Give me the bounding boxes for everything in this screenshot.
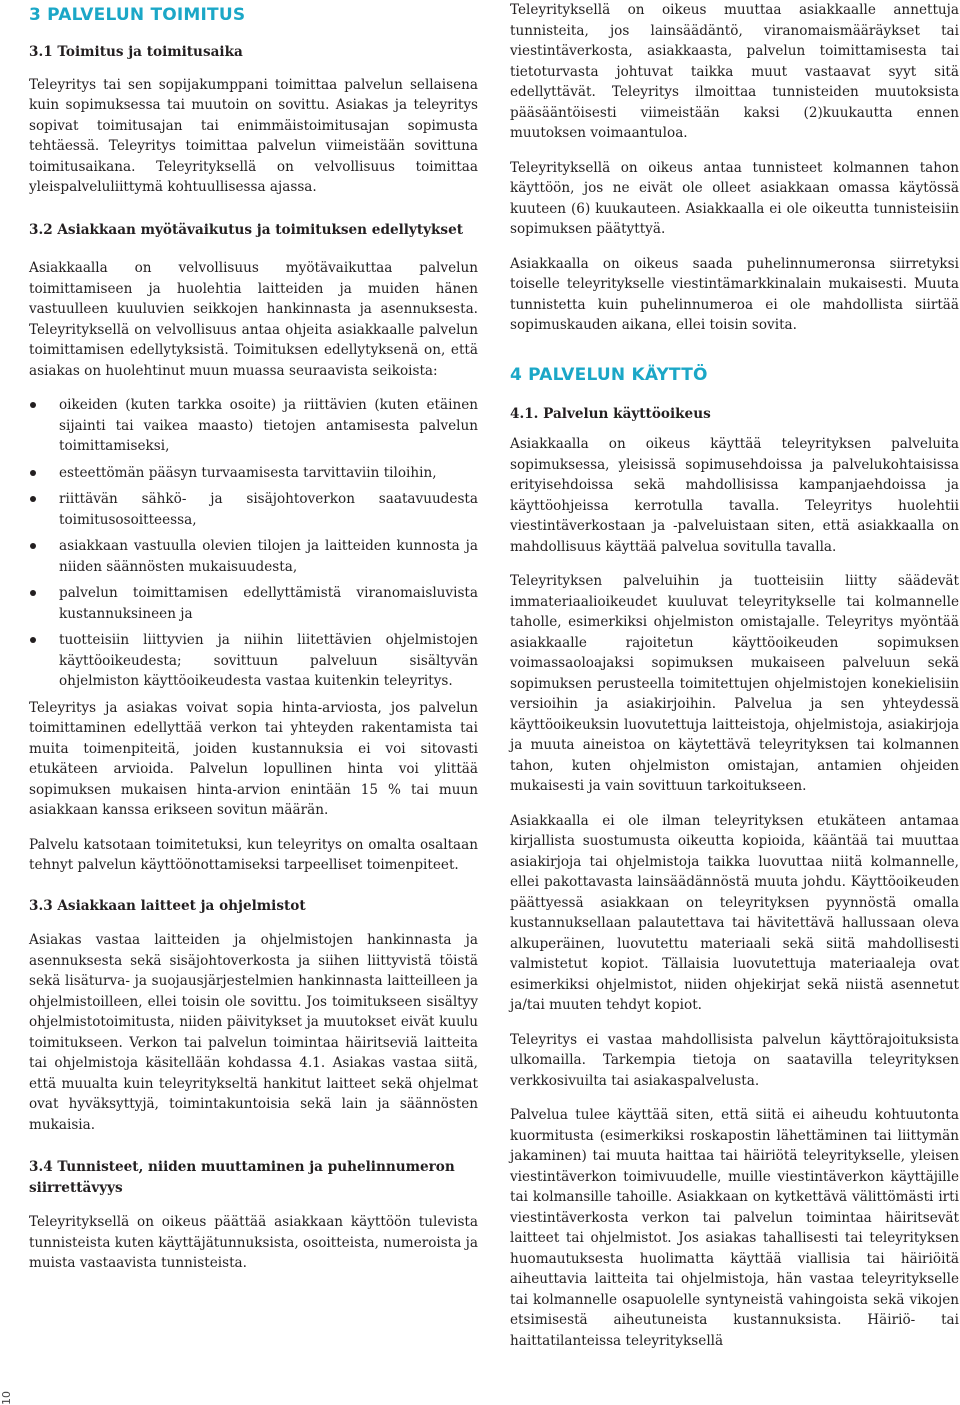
section-4-1-paragraph-2: Teleyrityksen palveluihin ja tuotteisiin liitty säädevät immateriaalioikeudet kuuluvat teleyritykselle tai kolmannelle taholle, esimerkiksi ohjelmiston omistajalle. Teleyritys myöntää asiakkaalle rajoitetun käyttöoikeuden sopimuksen voimassaoloajaksi sopimuksen mukaiseen palveluun sekä sopimuksen perusteella toimitettujen ohjelmistojen konekielisiin versioihin ja asiakirjoihin. Palvelua ja sen yhteydessä käyttöoikeuksin luovutettuja laitteistoja, ohjelmistoja, asiakirjoja ja muuta aineistoa on käytettävä teleyrityksen tai kolmannen tahon, kuten ohjelmiston omistajan, antamien ohjeiden mukaisesti ja vain sovittuun tarkoitukseen. [510,573,959,794]
section-4-1-paragraph-4: Teleyritys ei vastaa mahdollisista palvelun käyttörajoituksista ulkomailla. Tarkempia tietoja on saatavilla teleyrityksen verkkosivuilta tai asiakaspalvelusta. [510,1031,959,1089]
identifiers-paragraph-2: Teleyrityksellä on oikeus antaa tunnisteet kolmannen tahon käyttöön, jos ne eivät ole olleet asiakkaan omassa käytössä kuuteen (6) kuukauteen. Asiakkaalla ei ole oikeutta tunnisteisiin sopimuksen päätyttyä. [510,159,959,237]
section-3-3-title: 3.3 Asiakkaan laitteet ja ohjelmistot [29,897,306,914]
page-number: 10 [0,1391,13,1405]
list-item: tuotteisiin liittyvien ja niihin liitettävien ohjelmistojen käyttöoikeudesta; sovittuun palveluun sisältyvän ohjelmiston käyttöoikeudesta vastaa kuitenkin teleyritys. [29,630,478,692]
list-item: riittävän sähkö- ja sisäjohtoverkon saatavuudesta toimitusosoitteessa, [29,489,478,530]
identifiers-paragraph-1: Teleyrityksellä on oikeus muuttaa asiakkaalle annettuja tunnisteita, jos lainsäädäntö, viranomaismääräykset tai viestintäverkosta, asiakkaasta, palvelun toimittamisesta tai tietoturvasta johtuvat taikka muut vastaavat syyt sitä edellyttävät. Teleyritys ilmoittaa tunnisteiden muutoksista pääsääntöisesti viimeistään kaksi (2)kuukautta ennen muutoksen voimaantuloa. [510,2,959,141]
section-4-1-paragraph-3: Asiakkaalla ei ole ilman teleyrityksen etukäteen antamaa kirjallista suostumusta oikeutta kopioida, kääntää tai muuttaa asiakirjoja tai ohjelmistoja taikka luovuttaa niitä kolmannelle, ellei pakottavasta lainsäädännöstä muuta johdu. Käyttöoikeuden päättyessä asiakkaan on teleyrityksen pyynnöstä omalla kustannuksellaan palautettava tai hävitettävä hallussaan oleva alkuperäinen, luovutettu materiaali sekä siitä mahdollisesti valmistetut kopiot. Tällaisia luovutettuja materiaaleja ovat esimerkiksi ohjelmistot, niiden ohjekirjat sekä niistä asennetut ja/tai muuten tehdyt kopiot. [510,812,959,1013]
list-item: esteettömän pääsyn turvaamisesta tarvittaviin tiloihin, [29,463,478,484]
right-column [510,0,959,1363]
chapter-3-title: 3 PALVELUN TOIMITUS [29,5,246,25]
list-item: oikeiden (kuten tarkka osoite) ja riittävien (kuten etäinen sijainti tai vaikea maasto) tietojen antamisesta palvelun toimittamiseksi, [29,395,478,457]
section-3-4-paragraph: Teleyrityksellä on oikeus päättää asiakkaan käyttöön tulevista tunnisteista kuten käyttäjätunnuksista, osoitteista, numeroista ja muista vastaavista tunnisteista. [29,1214,478,1271]
section-3-2-paragraph-2: Teleyritys ja asiakas voivat sopia hinta-arviosta, jos palvelun toimittaminen edellyttää verkon tai yhteyden rakentamista tai muita toimenpiteitä, joiden kustannuksia ei voi sitovasti etukäteen arvioida. Palvelun lopullinen hinta voi ylittää sopimuksen mukaisen hinta-arvion enintään 15 % tai muun asiakkaan kanssa erikseen sovitun määrän. [29,699,478,818]
section-4-1-title: 4.1. Palvelun käyttöoikeus [510,405,711,422]
section-4-1-paragraph-5: Palvelua tulee käyttää siten, että siitä ei aiheudu kohtuutonta kuormitusta (esimerkiksi roskapostin lähettäminen tai liittymän jakaminen) tai muuta haittaa tai häiriötä teleyritykselle, yleisen viestintäverkon toimivuudelle, muille viestintäverkon käyttäjille tai kolmansille tahoille. Asiakkaan on kytkettävä välittömästi irti viestintäverkosta verkon tai palvelun toimintaa häiritsevät laitteet tai ohjelmistot. Jos asiakas tahallisesti tai teleyrityksen huomautuksesta huolimatta käyttää viallisia tai häiriöitä aiheuttavia laitteita tai ohjelmistoja, hän vastaa teleyritykselle tai kolmannelle osapuolelle syntyneistä vahingoista sekä vikojen etsimisestä aiheutuneista kustannuksista. Häiriö- tai haittatilanteissa teleyrityksellä [510,1107,959,1349]
delivery-conditions-list [29,395,478,692]
left-column [29,0,478,1286]
section-3-1-paragraph: Teleyritys tai sen sopijakumppani toimittaa palvelun sellaisena kuin sopimuksessa tai muutoin on sovittu. Asiakas ja teleyritys sopivat toimitusajan tai enimmäistoimitusajan sopimusta tehtäessä. Teleyritys toimittaa palvelun viimeistään sovittuna toimitusaikana. Teleyrityksellä on velvollisuus toimittaa yleispalveluliittymä kohtuullisessa ajassa. [29,76,478,195]
section-3-2-paragraph-3: Palvelu katsotaan toimitetuksi, kun teleyritys on omalta osaltaan tehnyt palvelun käyttöönottamiseksi tarpeelliset toimenpiteet. [29,836,478,873]
chapter-4-title: 4 PALVELUN KÄYTTÖ [510,364,708,385]
section-3-4-title: 3.4 Tunnisteet, niiden muuttaminen ja puhelinnumeron siirrettävyys [29,1159,455,1196]
list-item: palvelun toimittamisen edellyttämistä viranomaisluvista kustannuksineen ja [29,583,478,624]
section-3-1-title: 3.1 Toimitus ja toimitusaika [29,44,243,60]
section-4-1-paragraph-1: Asiakkaalla on oikeus käyttää teleyrityksen palveluita sopimuksessa, yleisissä sopimusehdoissa ja palvelukohtaisissa erityisehdoissa sekä mahdollisissa kampanjaehdoissa ja käyttöohjeissa kerrotulla tavalla. Teleyritys huolehtii viestintäverkostaan ja -palveluistaan siten, että asiakkaalla on mahdollisuus käyttää palvelua sovitulla tavalla. [510,436,959,555]
section-3-2-title: 3.2 Asiakkaan myötävaikutus ja toimituksen edellytykset [29,221,464,238]
section-3-3-paragraph: Asiakas vastaa laitteiden ja ohjelmistojen hankinnasta ja asennuksesta sekä sisäjohtoverkosta ja siihen liittyvistä töistä sekä lisäturva- ja suojausjärjestelmien hankinnasta laitteilleen ja ohjelmistoilleen, ellei toisin ole sovittu. Jos toimitukseen sisältyy ohjelmistotoimitusta, niiden päivitykset ja muutokset eivät kuulu toimitukseen. Verkon tai palvelun toimintaa häiritseviä laitteita tai ohjelmistoja käsitellään kohdassa 4.1. Asiakas vastaa siitä, että muualta kuin teleyritykseltä hankitut laitteet sekä ohjelmat ovat hyväksyttyjä, toimintakuntoisia sekä lain ja säännösten mukaisia. [29,932,478,1133]
list-item: asiakkaan vastuulla olevien tilojen ja laitteiden kunnosta ja niiden säännösten mukaisuudesta, [29,536,478,577]
section-3-2-paragraph-1: Asiakkaalla on velvollisuus myötävaikuttaa palvelun toimittamiseen ja huolehtia laitteiden ja muiden hänen vastuulleen kuuluvien seikkojen hankinnasta ja asennuksesta. Teleyrityksellä on velvollisuus antaa ohjeita asiakkaalle palvelun toimittamisen edellytyksistä. Toimituksen edellytyksenä on, että asiakas on huolehtinut muun muassa seuraavista seikoista: [29,260,478,379]
number-portability-paragraph: Asiakkaalla on oikeus saada puhelinnumeronsa siirretyksi toiselle teleyritykselle viestintämarkkinalain mukaisesti. Muuta tunnistetta kuin puhelinnumeroa ei ole mahdollista siirtää sopimuskauden aikana, ellei toisin sovita. [510,255,959,333]
